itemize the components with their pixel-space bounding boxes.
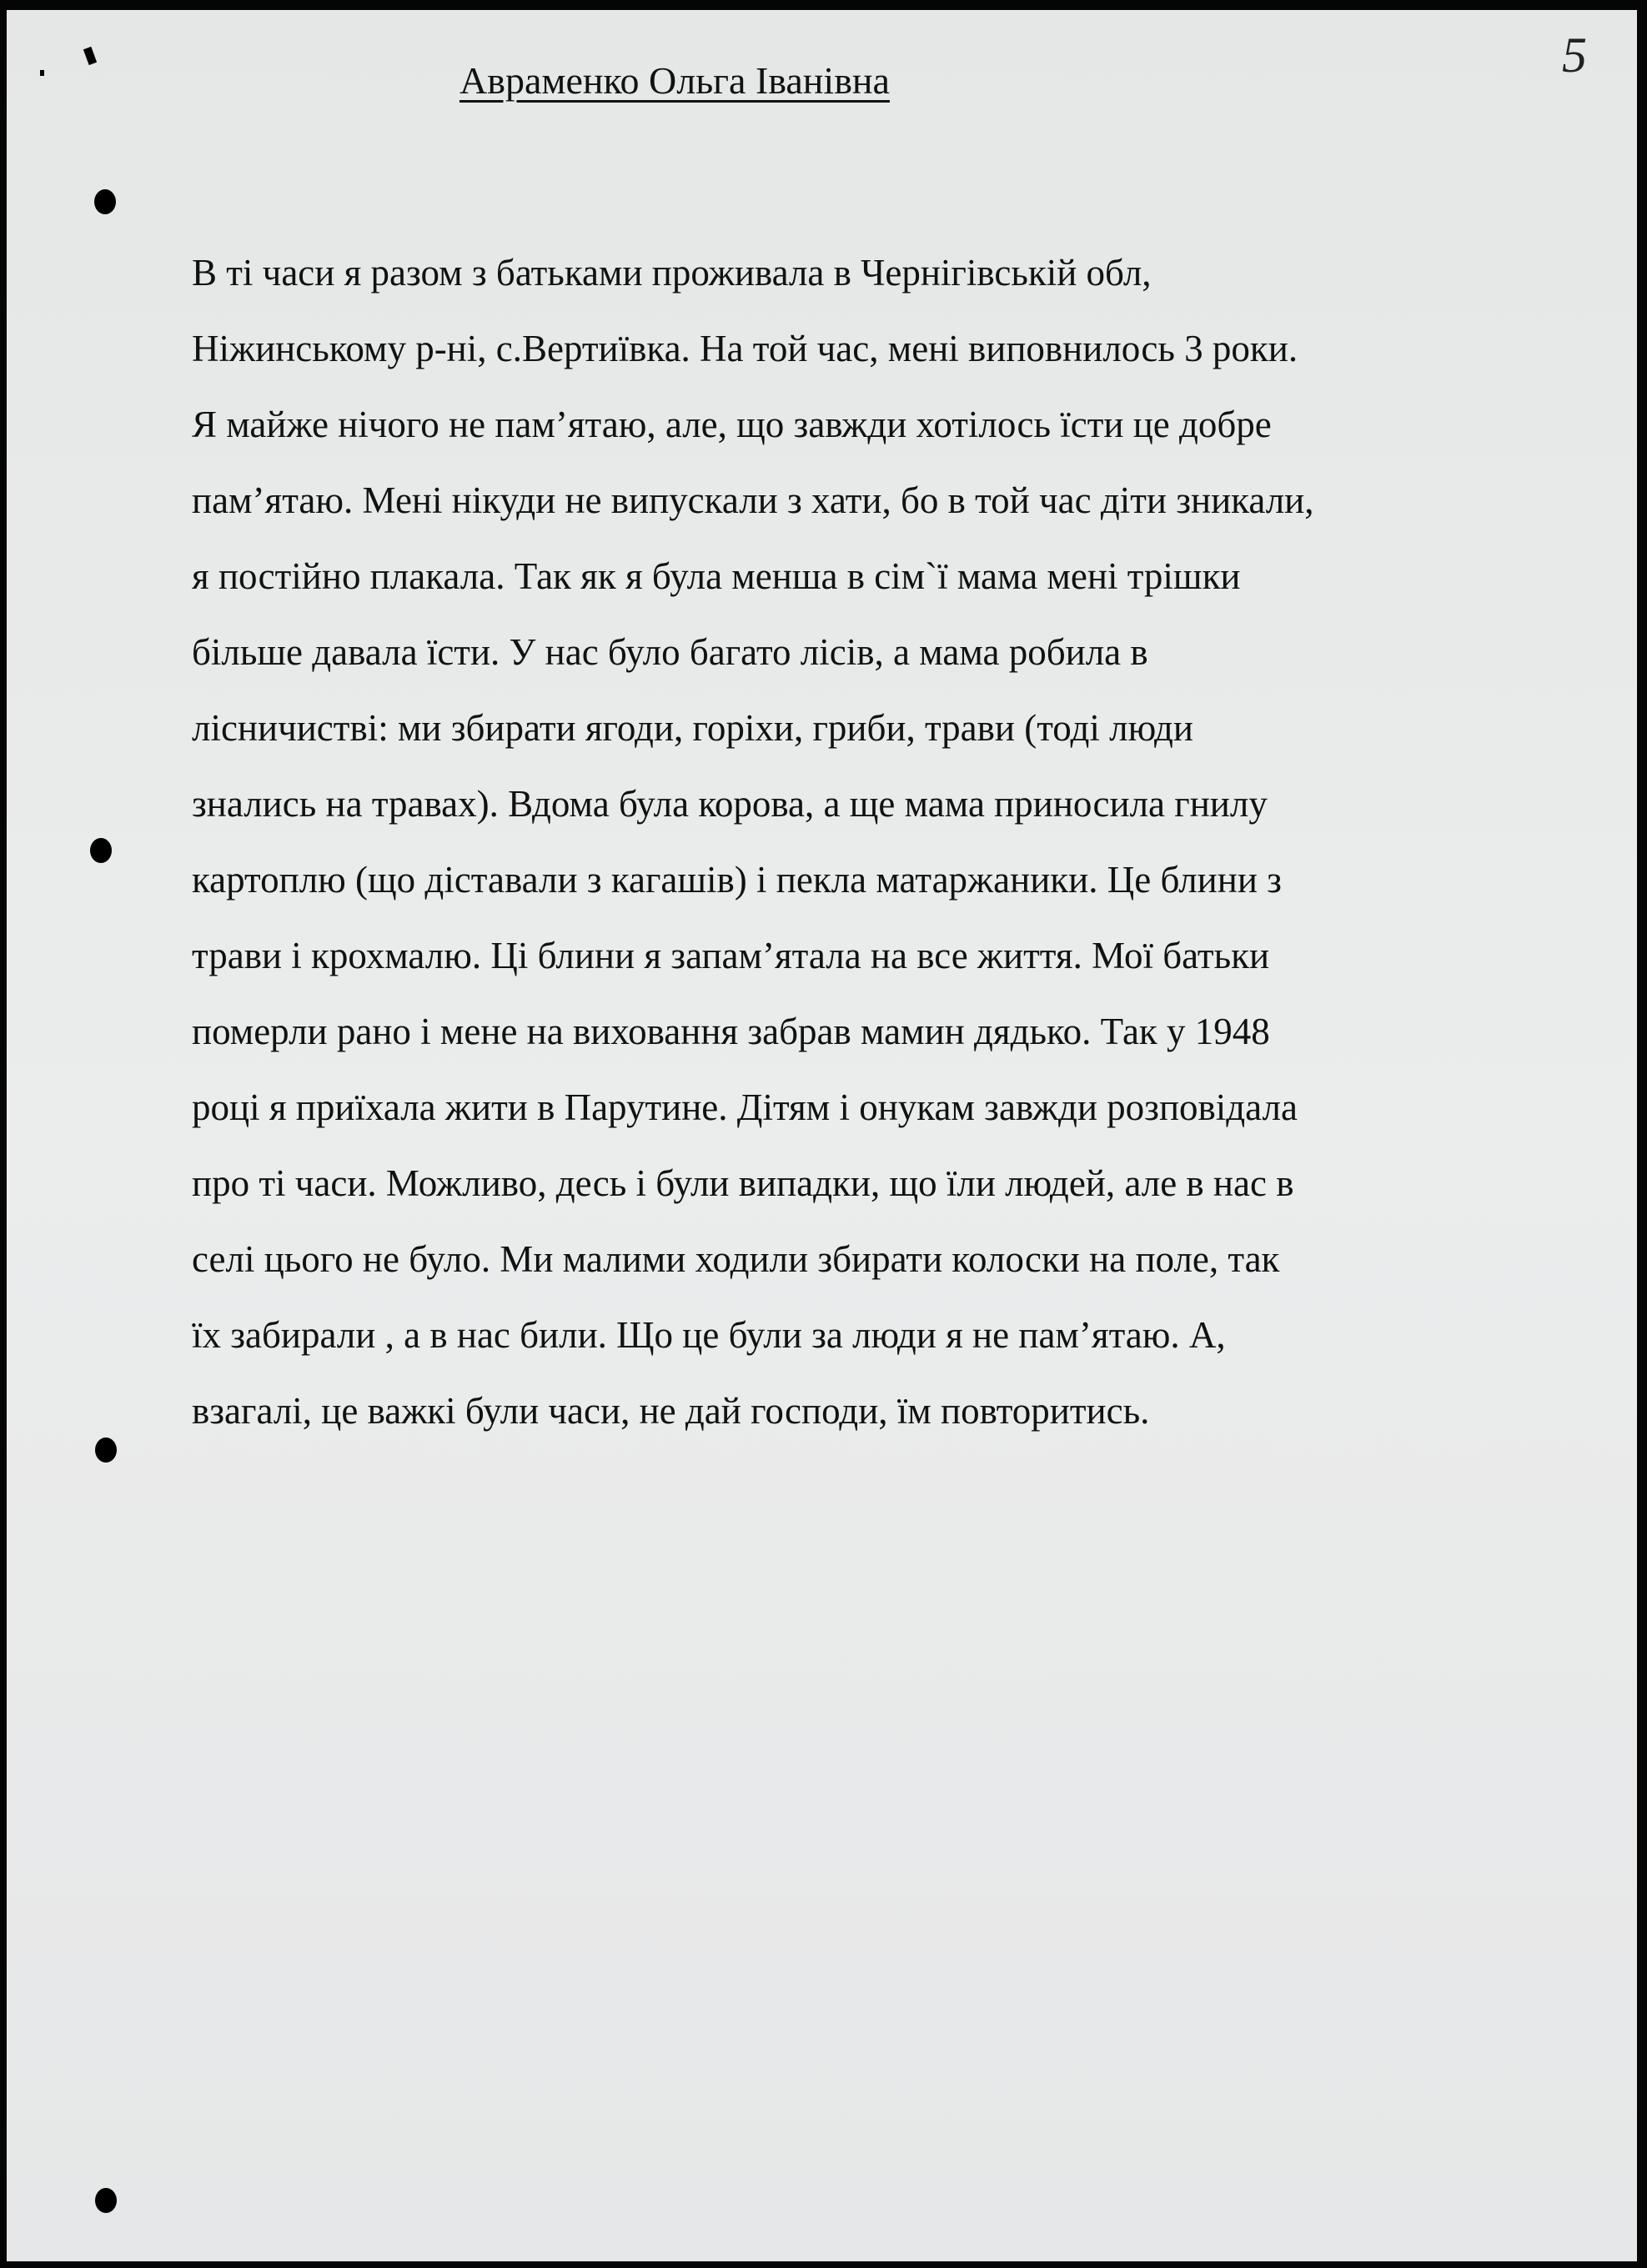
text-line: більше давала їсти. У нас було багато лісів, а мама робила в xyxy=(192,631,1148,673)
text-line: померли рано і мене на виховання забрав мамин дядько. Так у 1948 xyxy=(192,1011,1270,1052)
text-line: їх забирали , а в нас били. Що це були за люди я не пам’ятаю. А, xyxy=(192,1314,1226,1356)
text-line: трави і крохмалю. Ці блини я запам’ятала на все життя. Мої батьки xyxy=(192,935,1270,976)
text-line: Я майже нічого не пам’ятаю, але, що завжди хотілось їсти це добре xyxy=(192,404,1272,445)
document-title: Авраменко Ольга Іванівна xyxy=(459,59,890,102)
text-line: лісничистві: ми збирати ягоди, горіхи, гриби, трави (тоді люди xyxy=(192,707,1193,749)
text-line: я постійно плакала. Так як я була менша в сім`ї мама мені трішки xyxy=(192,555,1241,597)
text-line: картоплю (що діставали з кагашів) і пекла матаржаники. Це блини з xyxy=(192,859,1282,901)
paper-speck xyxy=(83,47,97,65)
paper-speck xyxy=(40,70,44,76)
text-line: про ті часи. Можливо, десь і були випадки, що їли людей, але в нас в xyxy=(192,1162,1294,1204)
text-line: пам’ятаю. Мені нікуди не випускали з хати, бо в той час діти зникали, xyxy=(192,479,1314,521)
body-text xyxy=(192,235,1314,1449)
text-line: знались на травах). Вдома була корова, а ще мама приносила гнилу xyxy=(192,783,1268,825)
punch-hole xyxy=(95,1438,117,1463)
text-line: Ніжинському р-ні, с.Вертиївка. На той час, мені виповнилось 3 роки. xyxy=(192,328,1298,369)
text-line: В ті часи я разом з батьками проживала в Чернігівській обл, xyxy=(192,252,1152,294)
punch-hole xyxy=(95,2188,117,2213)
text-line: селі цього не було. Ми малими ходили збирати колоски на поле, так xyxy=(192,1238,1280,1280)
text-line: взагалі, це важкі були часи, не дай господи, їм повторитись. xyxy=(192,1390,1150,1432)
page-number-mark: 5 xyxy=(1562,28,1587,83)
punch-hole xyxy=(90,838,112,863)
punch-hole xyxy=(94,189,116,214)
document-page xyxy=(7,10,1637,2261)
text-line: році я приїхала жити в Парутине. Дітям і онукам завжди розповідала xyxy=(192,1086,1298,1128)
